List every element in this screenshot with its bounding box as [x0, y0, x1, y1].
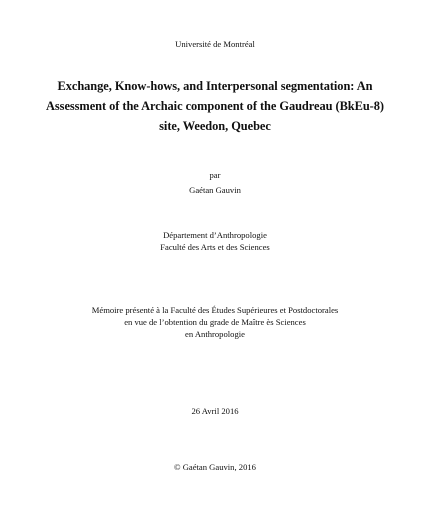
department-name: Département d’Anthropologie: [163, 230, 267, 240]
department-block: [0, 229, 430, 253]
copyright-notice: © Gaétan Gauvin, 2016: [174, 462, 256, 472]
title-line-1: Exchange, Know-hows, and Interpersonal segmentation: An: [57, 79, 373, 93]
by-label: par: [209, 170, 221, 180]
title-line-3: site, Weedon, Quebec: [159, 119, 271, 133]
author-name: Gaétan Gauvin: [189, 185, 241, 195]
submission-line-1: Mémoire présenté à la Faculté des Études Supérieures et Postdoctorales: [91, 305, 339, 315]
submission-statement: [0, 304, 430, 340]
submission-line-2: en vue de l’obtention du grade de Maître ès Sciences: [124, 317, 306, 327]
faculty-name: Faculté des Arts et des Sciences: [160, 242, 270, 252]
submission-line-3: en Anthropologie: [185, 329, 245, 339]
thesis-title: [0, 76, 430, 136]
title-line-2: Assessment of the Archaic component of the Gaudreau (BkEu-8): [46, 99, 384, 113]
submission-date: 26 Avril 2016: [191, 406, 239, 416]
university-name: Université de Montréal: [175, 39, 255, 49]
